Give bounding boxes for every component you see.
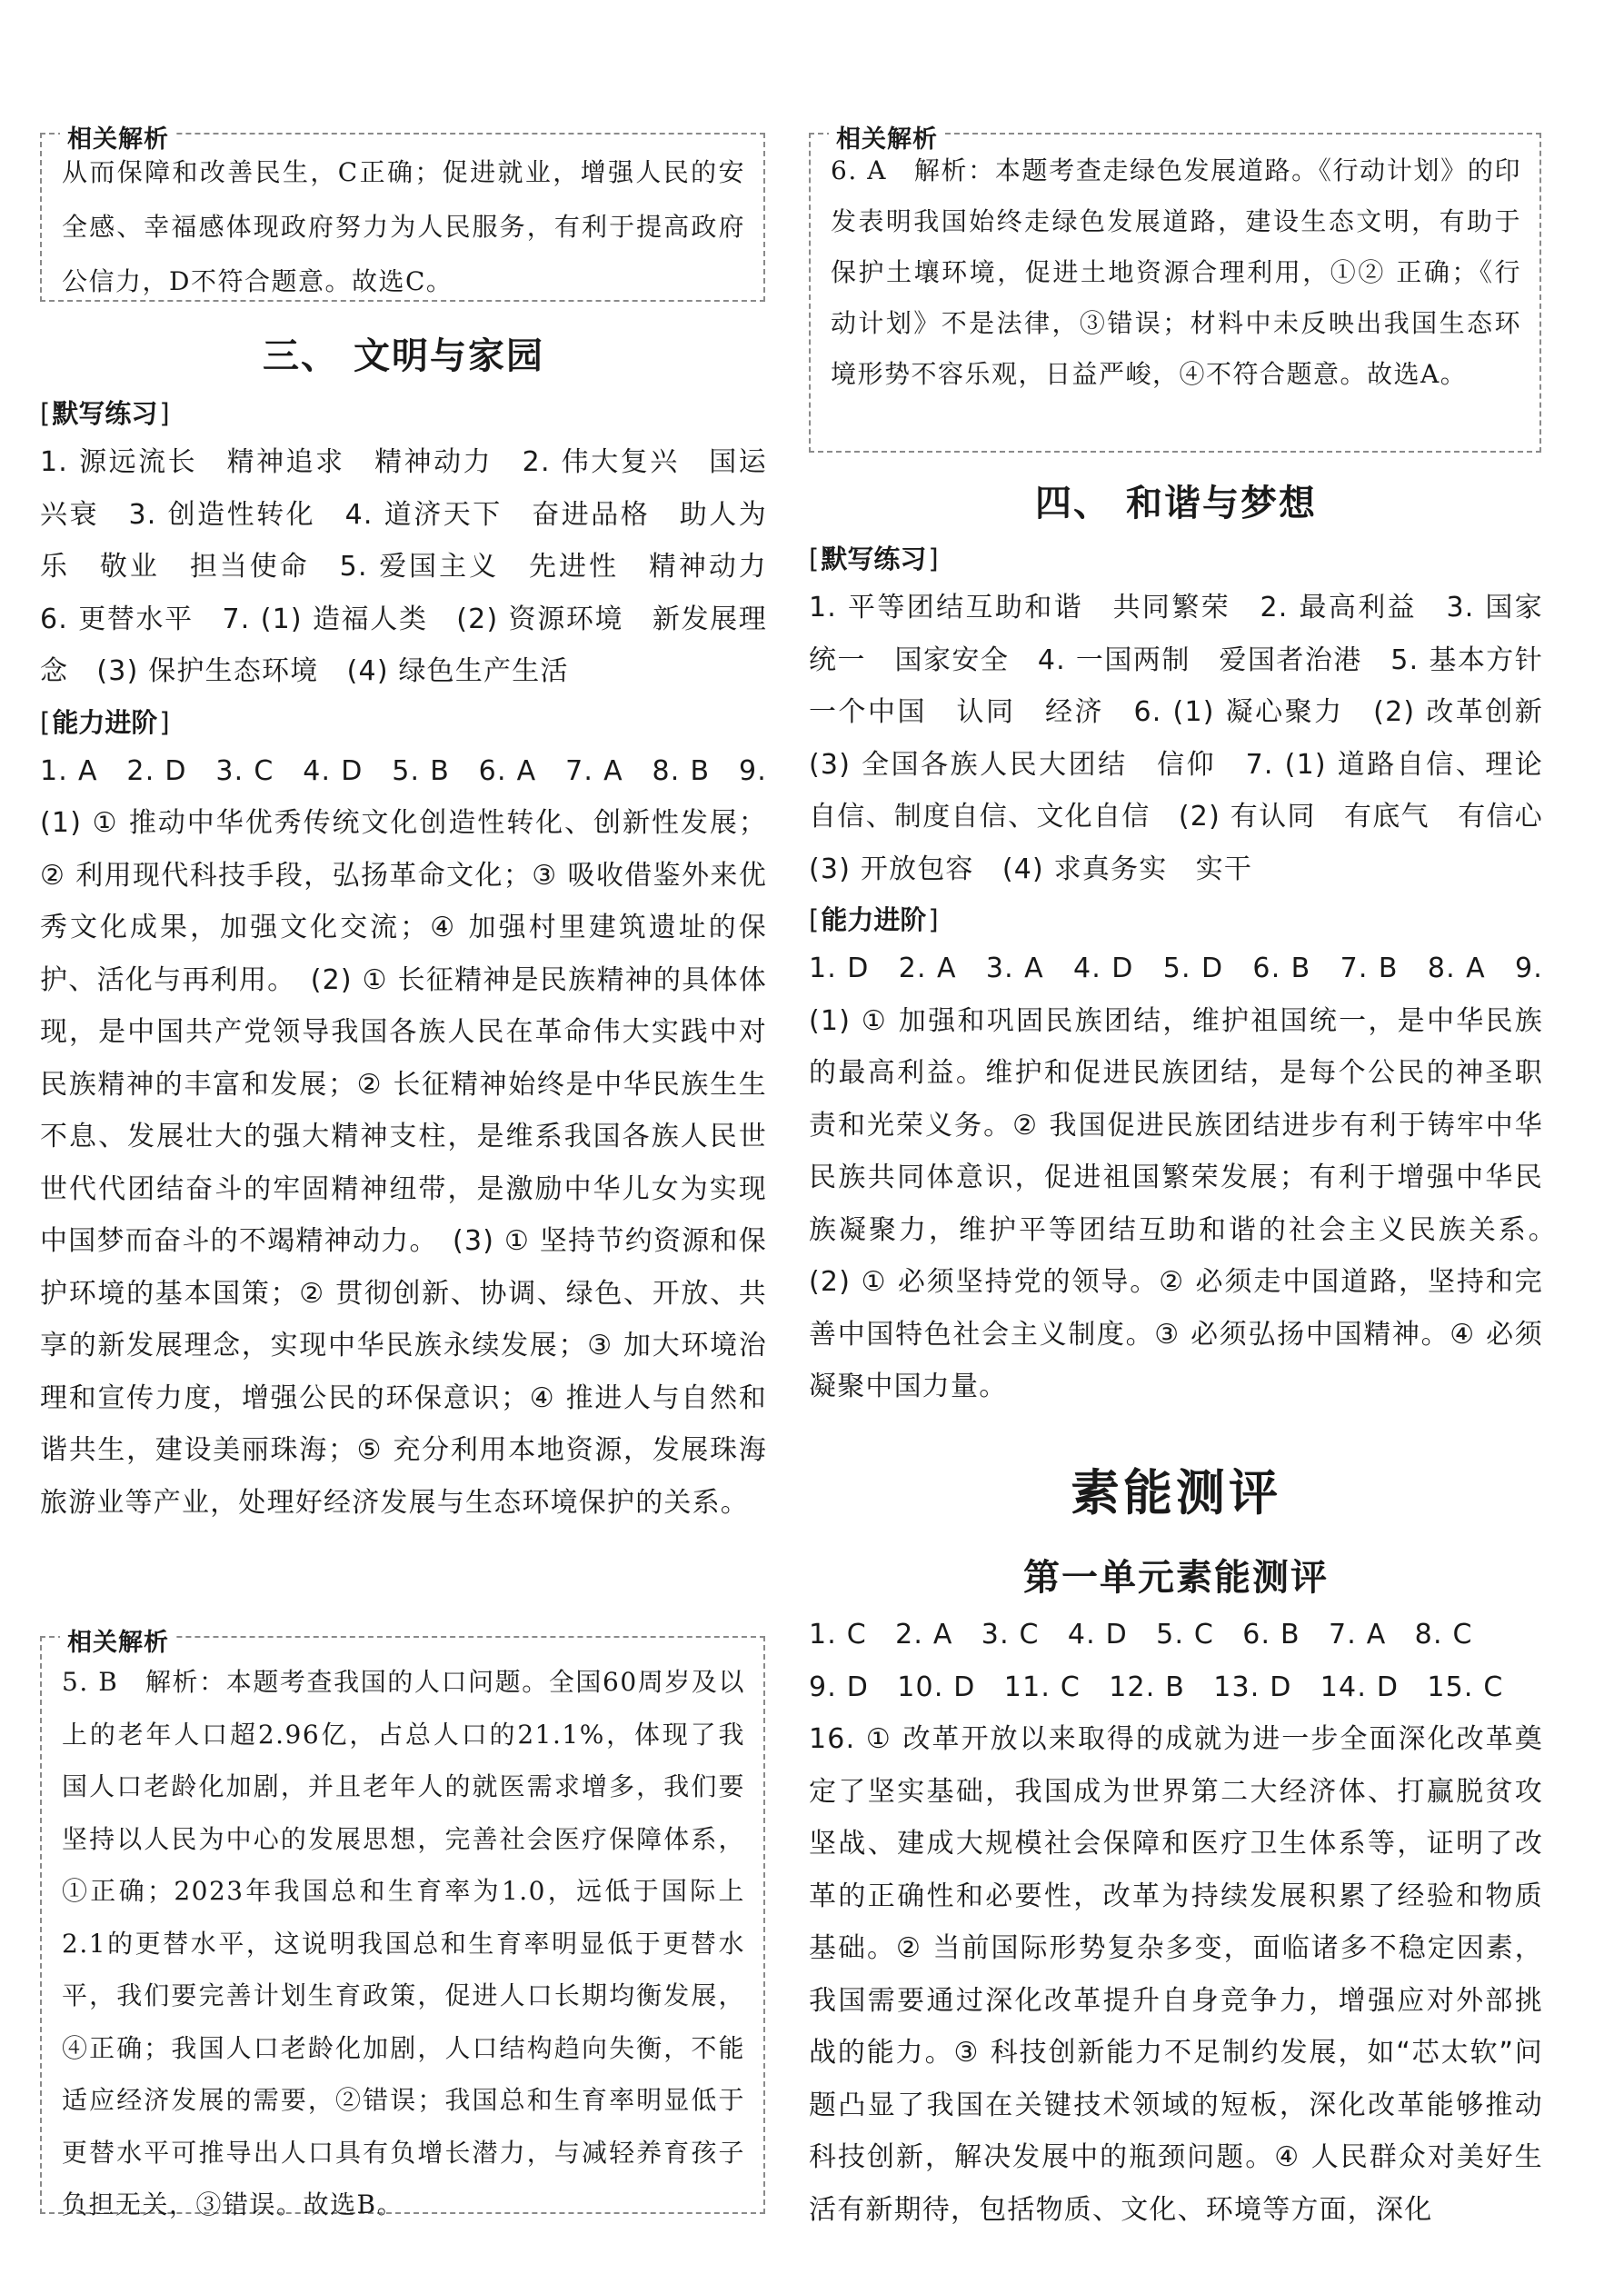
analysis-box-label: 相关解析: [829, 119, 945, 155]
section-title-3: 三、 文明与家园: [263, 335, 544, 377]
dictation-label: [ 默写练习 ]: [809, 536, 1543, 582]
answers-line-2: 9. D 10. D 11. C 12. B 13. D 14. D 15. C: [809, 1671, 1504, 1703]
analysis-box-3: [809, 125, 1541, 453]
dictation-label: [ 默写练习 ]: [40, 391, 767, 436]
ability-answers: 1. D 2. A 3. A 4. D 5. D 6. B 7. B 8. A 9. (1) ① 加强和巩固民族团结，维护祖国统一，是中华民族的最高利益。维护和促进民族团结，是每个公民的神圣职责和光荣义务。② 我国促进民族团结进步有利于铸牢中华民族共同体意识，促进祖国繁荣发展；有利于增强中华民族凝聚力，维护平等团结互助和谐的社会主义民族关系。 (2) ① 必须坚持党的领导。② 必须走中国道路，坚持和完善中国特色社会主义制度。③ 必须弘扬中国精神。④ 必须凝聚中国力量。: [809, 952, 1572, 1402]
analysis-text: 从而保障和改善民生，C正确；促进就业，增强人民的安全感、幸福感体现政府努力为人民服务，有利于提高政府公信力，D不符合题意。故选C。: [62, 157, 745, 296]
dictation-answers: 1. 平等团结互助和谐 共同繁荣 2. 最高利益 3. 国家统一 国家安全 4. 一国两制 爱国者治港 5. 基本方针 一个中国 认同 经济 6. (1) 凝心聚力 (2) 改革创新 (3) 全国各族人民大团结 信仰 7. (1) 道路自信、理论自信、制度自信、文化自信 (2) 有认同 有底气 有信心 (3) 开放包容 (4) 求真务实 实干: [809, 592, 1572, 885]
section-title-4: 四、 和谐与梦想: [1035, 483, 1317, 524]
ability-answers: 1. A 2. D 3. C 4. D 5. B 6. A 7. A 8. B 9. (1) ① 推动中华优秀传统文化创造性转化、创新性发展；② 利用现代科技手段，弘扬革命文化；③ 吸收借鉴外来优秀文化成果，加强文化交流；④ 加强村里建筑遗址的保护、活化与再利用。 (2) ① 长征精神是民族精神的具体体现，是中国共产党领导我国各族人民在革命伟大实践中对民族精神的丰富和发展；② 长征精神始终是中华民族生生不息、发展壮大的强大精神支柱，是维系我国各族人民世世代代团结奋斗的牢固精神纽带，是激励中华儿女为实现中国梦而奋斗的不竭精神动力。 (3) ① 坚持节约资源和保护环境的基本国策；② 贯彻创新、协调、绿色、开放、共享的新发展理念，实现中华民族永续发展；③ 加大环境治理和宣传力度，增强公民的环保意识；④ 推进人与自然和谐共生，建设美丽珠海；⑤ 充分利用本地资源，发展珠海旅游业等产业，处理好经济发展与生态环境保护的关系。: [40, 754, 767, 1519]
assessment-content: [809, 1609, 1543, 2236]
dictation-answers: 1. 源远流长 精神追求 精神动力 2. 伟大复兴 国运兴衰 3. 创造性转化 4. 道济天下 奋进品格 助人为乐 敬业 担当使命 5. 爱国主义 先进性 精神动力 6. 更替水平 7. (1) 造福人类 (2) 资源环境 新发展理念 (3) 保护生态环境 (4) 绿色生产生活: [40, 446, 796, 687]
ability-label: [ 能力进阶 ]: [40, 700, 767, 745]
ability-label: [ 能力进阶 ]: [809, 897, 1543, 943]
analysis-text: 5. B 解析：本题考查我国的人口问题。全国60周岁及以上的老年人口超2.96亿，占总人口的21.1%，体现了我国人口老龄化加剧，并且老年人的就医需求增多，我们要坚持以人民为中心的发展思想，完善社会医疗保障体系，①正确；2023年我国总和生育率为1.0，远低于国际上2.1的更替水平，这说明我国总和生育率明显低于更替水平，我们要完善计划生育政策，促进人口长期均衡发展，④正确；我国人口老龄化加剧，人口结构趋向失衡，不能适应经济发展的需要，②错误；我国总和生育率明显低于更替水平可推导出人口具有负增长潜力，与减轻养育孩子负担无关，③错误。故选B。: [62, 1667, 745, 2219]
answers-line-1: 1. C 2. A 3. C 4. D 5. C 6. B 7. A 8. C: [809, 1619, 1473, 1651]
assessment-subtitle: 第一单元素能测评: [1023, 1557, 1329, 1599]
analysis-box-2: [40, 1629, 765, 2219]
analysis-box-label: 相关解析: [60, 119, 176, 155]
section-4-content: [809, 536, 1572, 1413]
section-3-content: [40, 391, 796, 1529]
question-16-answer: 16. ① 改革开放以来取得的成就为进一步全面深化改革奠定了坚实基础，我国成为世界第二大经济体、打赢脱贫攻坚战、建成大规模社会保障和医疗卫生体系等，证明了改革的正确性和必要性，改革为持续发展积累了经验和物质基础。② 当前国际形势复杂多变，面临诸多不稳定因素，我国需要通过深化改革提升自身竞争力，增强应对外部挑战的能力。③ 科技创新能力不足制约发展，如“芯太软”问题凸显了我国在关键技术领域的短板，深化改革能够推动科技创新，解决发展中的瓶颈问题。④ 人民群众对美好生活有新期待，包括物质、文化、环境等方面，深化: [809, 1723, 1543, 2226]
analysis-text: 6. A 解析：本题考查走绿色发展道路。《行动计划》的印发表明我国始终走绿色发展道路，建设生态文明，有助于保护土壤环境，促进土地资源合理利用，①② 正确；《行动计划》不是法律，③错误；材料中未反映出我国生态环境形势不容乐观，日益严峻，④不符合题意。故选A。: [831, 155, 1521, 389]
analysis-box-1: [40, 125, 765, 302]
analysis-box-label: 相关解析: [60, 1622, 176, 1658]
assessment-title: 素能测评: [1071, 1464, 1281, 1521]
